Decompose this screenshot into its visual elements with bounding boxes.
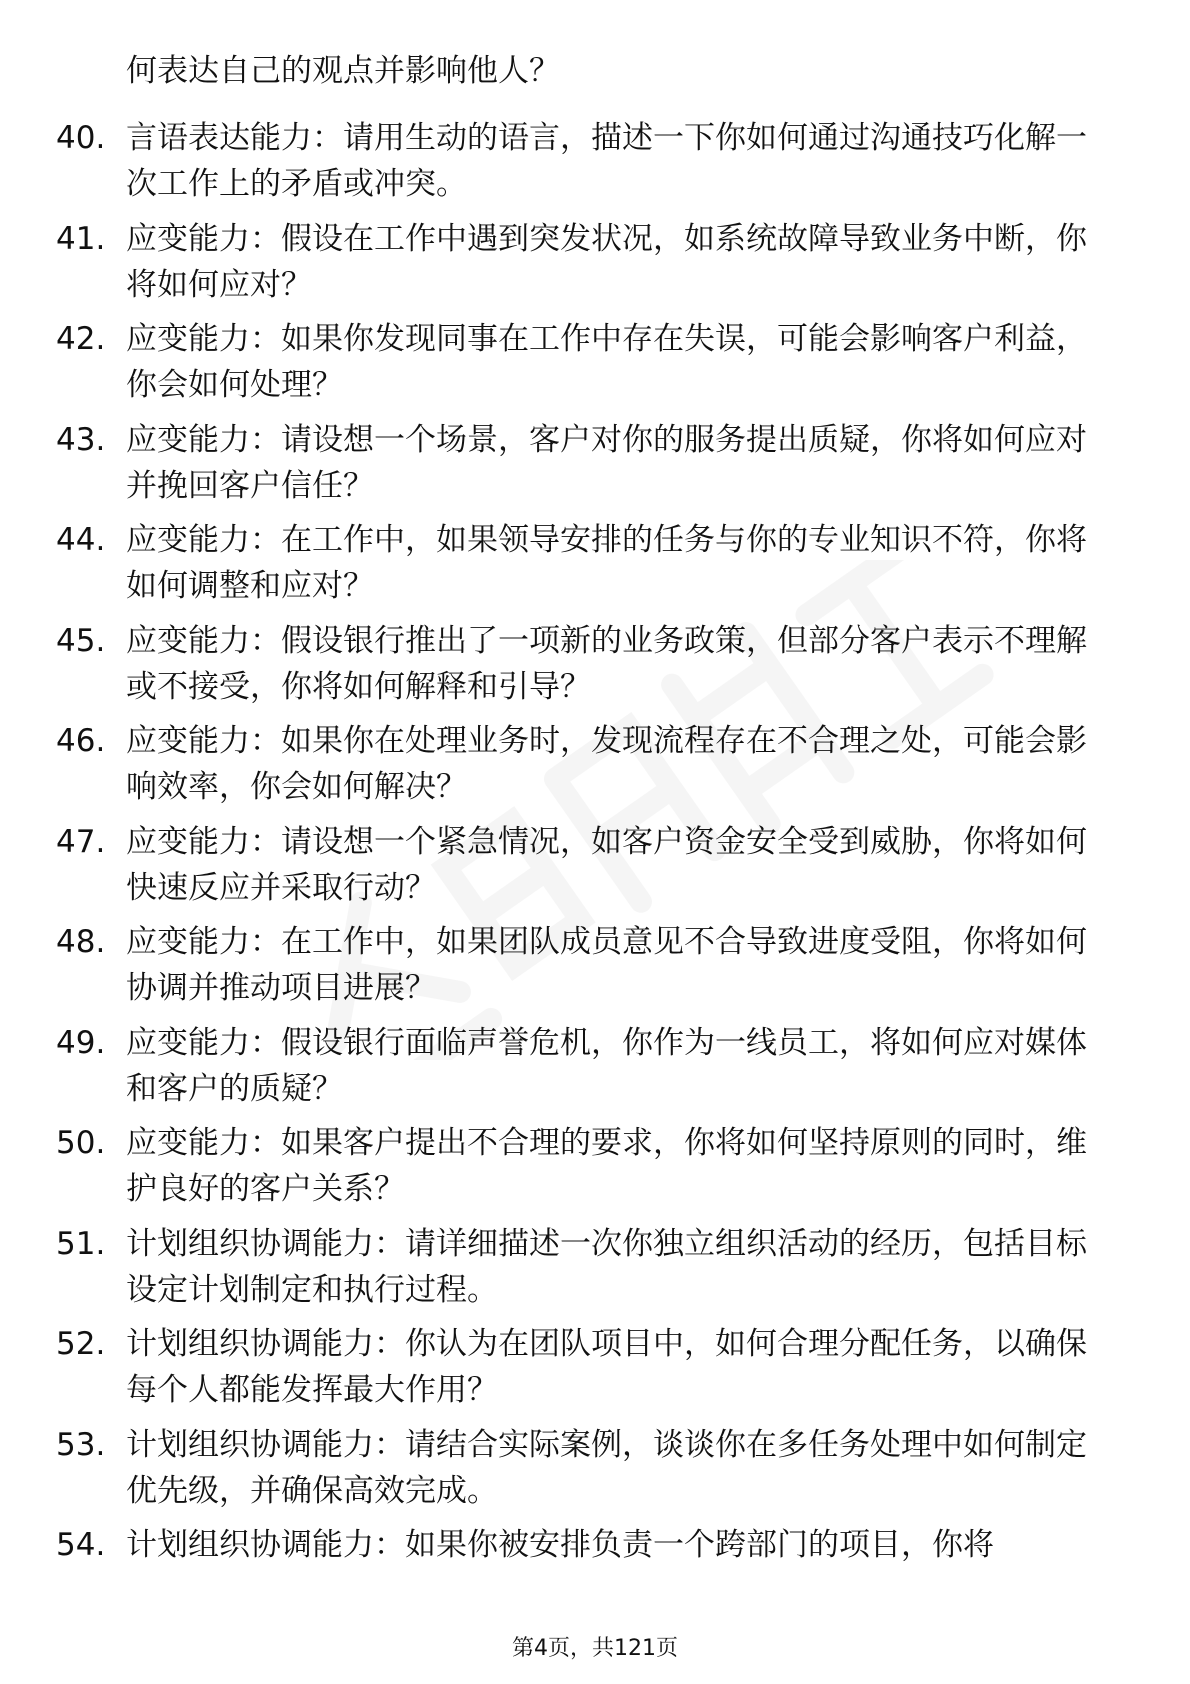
question-number: 40. (56, 120, 106, 156)
question-number: 46. (56, 723, 106, 759)
question-number: 41. (56, 220, 106, 257)
question-text: 应变能力：在工作中，如果领导安排的任务与你的专业知识不符，你将如何调整和应对？ (126, 522, 1087, 604)
question-text: 应变能力：如果你发现同事在工作中存在失误，可能会影响客户利益，你会如何处理？ (126, 321, 1087, 403)
question-number: 48. (56, 924, 106, 960)
question-text: 应变能力：假设银行推出了一项新的业务政策，但部分客户表示不理解或不接受，你将如何解释和引导？ (126, 622, 1087, 705)
question-list (0, 115, 1190, 1623)
question-item (0, 819, 1190, 912)
question-number: 52. (56, 1326, 106, 1362)
question-text: 应变能力：假设在工作中遇到突发状况，如系统故障导致业务中断，你将如何应对？ (126, 220, 1087, 303)
question-number: 50. (56, 1125, 106, 1161)
question-text: 应变能力：在工作中，如果团队成员意见不合导致进度受阻，你将如何协调并推动项目进展？ (126, 924, 1087, 1006)
question-text: 计划组织协调能力：你认为在团队项目中，如何合理分配任务，以确保每个人都能发挥最大作用？ (126, 1326, 1087, 1408)
question-number: 43. (56, 421, 106, 458)
question-item (0, 1522, 1190, 1615)
question-item (0, 1120, 1190, 1213)
continuation-text: 何表达自己的观点并影响他人？ (126, 53, 560, 89)
question-number: 44. (56, 522, 106, 558)
question-text: 计划组织协调能力：如果你被安排负责一个跨部门的项目，你将 (126, 1527, 994, 1563)
question-item (0, 1422, 1190, 1515)
question-text: 计划组织协调能力：请结合实际案例，谈谈你在多任务处理中如何制定优先级，并确保高效完成。 (126, 1426, 1087, 1509)
question-item (0, 919, 1190, 1012)
question-item (0, 718, 1190, 811)
question-item (0, 216, 1190, 309)
question-text: 应变能力：如果客户提出不合理的要求，你将如何坚持原则的同时，维护良好的客户关系？ (126, 1125, 1087, 1207)
question-number: 53. (56, 1426, 106, 1463)
question-number: 54. (56, 1527, 106, 1563)
question-number: 47. (56, 823, 106, 860)
question-item (0, 417, 1190, 510)
question-number: 51. (56, 1225, 106, 1262)
question-item (0, 1020, 1190, 1113)
question-text: 言语表达能力：请用生动的语言，描述一下你如何通过沟通技巧化解一次工作上的矛盾或冲突。 (126, 120, 1087, 202)
question-text: 应变能力：请设想一个紧急情况，如客户资金安全受到威胁，你将如何快速反应并采取行动？ (126, 823, 1087, 906)
question-item (0, 316, 1190, 409)
question-item (0, 115, 1190, 208)
question-number: 49. (56, 1024, 106, 1061)
question-text: 应变能力：假设银行面临声誉危机，你作为一线员工，将如何应对媒体和客户的质疑？ (126, 1024, 1087, 1107)
question-text: 应变能力：如果你在处理业务时，发现流程存在不合理之处，可能会影响效率，你会如何解决？ (126, 723, 1087, 805)
question-number: 45. (56, 622, 106, 659)
question-text: 计划组织协调能力：请详细描述一次你独立组织活动的经历，包括目标设定计划制定和执行过程。 (126, 1225, 1087, 1308)
question-item (0, 1221, 1190, 1314)
question-number: 42. (56, 321, 106, 357)
question-text: 应变能力：请设想一个场景，客户对你的服务提出质疑，你将如何应对并挽回客户信任？ (126, 421, 1087, 504)
page-footer: 第4页，共121页 (512, 1636, 678, 1661)
question-item (0, 517, 1190, 610)
question-item (0, 618, 1190, 711)
question-item (0, 1321, 1190, 1414)
